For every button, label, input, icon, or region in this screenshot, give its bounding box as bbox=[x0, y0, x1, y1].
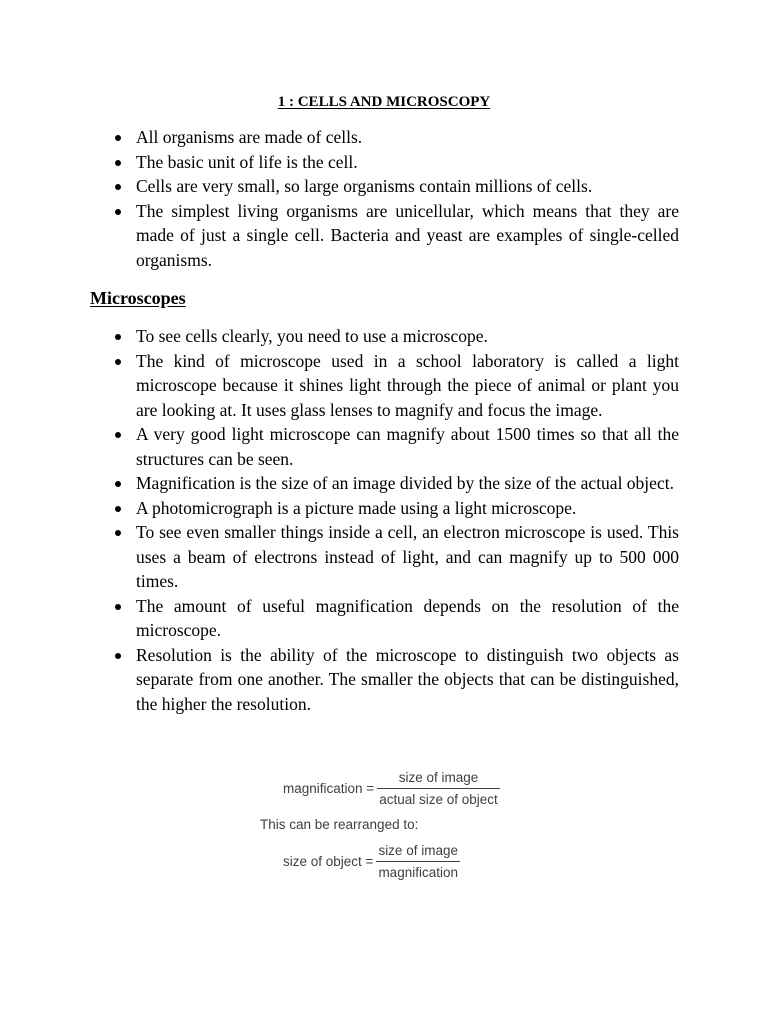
list-item bbox=[136, 643, 679, 717]
fraction-numerator: size of image bbox=[398, 770, 479, 785]
list-item-text: The kind of microscope used in a school laboratory is called a light microscope because it shines light through the piece of animal or plant you are looking at. It uses glass lenses to magnify and focus the image. bbox=[136, 350, 679, 420]
list-item-text: Cells are very small, so large organisms contain millions of cells. bbox=[136, 176, 593, 196]
list-item bbox=[136, 125, 679, 150]
bullet-icon bbox=[115, 160, 121, 166]
fraction-bar bbox=[376, 861, 460, 862]
list-item-text: A photomicrograph is a picture made using a light microscope. bbox=[136, 497, 577, 518]
fraction-denominator: magnification bbox=[378, 865, 458, 880]
bullet-icon bbox=[115, 359, 121, 365]
list-item bbox=[136, 199, 679, 273]
fraction-denominator: actual size of object bbox=[379, 792, 498, 807]
bullet-icon bbox=[115, 481, 121, 487]
document-title bbox=[0, 92, 768, 112]
list-item bbox=[136, 520, 679, 594]
magnification-formula bbox=[283, 769, 500, 808]
fraction bbox=[376, 842, 460, 881]
list-item-text: To see cells clearly, you need to use a microscope. bbox=[136, 326, 488, 346]
list-item bbox=[136, 174, 679, 199]
list-item-text: The amount of useful magnification depends on the resolution of the microscope. bbox=[136, 595, 679, 640]
list-item bbox=[136, 594, 679, 643]
rearrange-note: This can be rearranged to: bbox=[260, 817, 419, 832]
fraction-numerator: size of image bbox=[378, 843, 458, 858]
intro-bullet-list bbox=[136, 125, 679, 272]
formula-lhs: magnification = bbox=[283, 780, 375, 796]
list-item bbox=[136, 422, 679, 471]
list-item bbox=[136, 349, 679, 423]
list-item-text: All organisms are made of cells. bbox=[136, 127, 363, 147]
fraction bbox=[377, 769, 500, 808]
list-item bbox=[136, 150, 679, 175]
section-heading-microscopes: Microscopes bbox=[90, 288, 186, 308]
bullet-icon bbox=[115, 530, 121, 536]
list-item-text: Magnification is the size of an image divided by the size of the actual object. bbox=[136, 473, 674, 493]
bullet-icon bbox=[115, 604, 121, 610]
bullet-icon bbox=[115, 184, 121, 190]
list-item-text: The basic unit of life is the cell. bbox=[136, 151, 358, 172]
bullet-icon bbox=[115, 334, 121, 340]
bullet-icon bbox=[115, 209, 121, 215]
bullet-icon bbox=[115, 135, 121, 141]
list-item-text: To see even smaller things inside a cell, an electron microscope is used. This uses a beam of electrons instead of light, and can magnify up to 500 000 times. bbox=[136, 522, 679, 591]
bullet-icon bbox=[115, 653, 121, 659]
microscopes-bullet-list bbox=[136, 324, 679, 716]
list-item-text: Resolution is the ability of the microscope to distinguish two objects as separate from one another. The smaller the objects that can be distinguished, the higher the resolution. bbox=[136, 644, 679, 714]
list-item bbox=[136, 324, 679, 349]
bullet-icon bbox=[115, 432, 121, 438]
fraction-bar bbox=[377, 788, 500, 789]
list-item-text: A very good light microscope can magnify about 1500 times so that all the structures can be seen. bbox=[136, 424, 679, 469]
bullet-icon bbox=[115, 506, 121, 512]
list-item bbox=[136, 496, 679, 521]
list-item-text: The simplest living organisms are unicellular, which means that they are made of just a single cell. Bacteria and yeast are examples of single-celled organisms. bbox=[136, 200, 679, 270]
formula-lhs: size of object = bbox=[283, 853, 374, 869]
size-of-object-formula bbox=[283, 842, 460, 881]
list-item bbox=[136, 471, 679, 496]
document-title-text: 1 : CELLS AND MICROSCOPY bbox=[277, 94, 491, 110]
